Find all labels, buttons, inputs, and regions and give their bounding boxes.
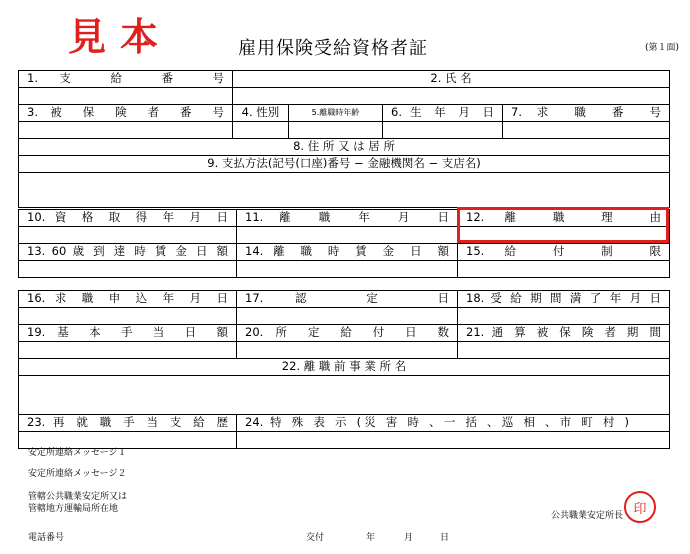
office-label-2: 管轄地方運輸局所在地 xyxy=(28,504,119,514)
value-insured-period xyxy=(458,342,670,359)
label-age-at-separation: 5.離職時年齢 xyxy=(289,105,383,122)
value-application-date xyxy=(19,308,237,325)
issued-label: 交付 xyxy=(306,533,325,543)
label-wage-at-60: 13. 60 歳 到 達 時 賃 金 日 額 xyxy=(19,244,237,261)
label-insured-period: 21. 通 算 被 保 険 者 期 間 xyxy=(458,325,670,342)
value-birth-date xyxy=(383,122,503,139)
value-basic-allowance xyxy=(19,342,237,359)
value-previous-employer xyxy=(19,376,670,415)
seal-icon: 印 xyxy=(624,491,656,523)
issued-year-label: 年 xyxy=(366,533,376,543)
label-name: 2. 氏 名 xyxy=(233,71,670,88)
value-benefit-days xyxy=(237,342,458,359)
issued-month-label: 月 xyxy=(404,533,414,543)
value-payment-number xyxy=(19,88,233,105)
phone-label: 電話番号 xyxy=(28,533,65,543)
label-benefit-days: 20. 所 定 給 付 日 数 xyxy=(237,325,458,342)
office-message-1: 安定所連絡メッセージ１ xyxy=(28,448,127,458)
separation-reason-highlight xyxy=(457,207,669,243)
label-job-seeker-number: 7. 求 職 番 号 xyxy=(503,105,670,122)
office-label-1: 管轄公共職業安定所又は xyxy=(28,492,128,502)
office-chief-label: 公共職業安定所長 xyxy=(551,511,624,521)
label-separation-reason: 12. 離 職 理 由 xyxy=(458,210,670,227)
label-separation-date: 11. 離 職 年 月 日 xyxy=(237,210,458,227)
value-wage-at-separation xyxy=(237,261,458,278)
label-application-date: 16. 求 職 申 込 年 月 日 xyxy=(19,291,237,308)
label-payment-method: 9. 支払方法(記号(口座)番号 − 金融機関名 − 支店名) xyxy=(19,156,670,173)
label-qualification-date: 10. 資 格 取 得 年 月 日 xyxy=(19,210,237,227)
sample-stamp: 見本 xyxy=(68,15,173,59)
label-address: 8. 住 所 又 は 居 所 xyxy=(19,139,670,156)
value-wage-at-60 xyxy=(19,261,237,278)
value-age-at-separation xyxy=(289,122,383,139)
label-insured-number: 3. 被 保 険 者 番 号 xyxy=(19,105,233,122)
label-previous-employer: 22. 離 職 前 事 業 所 名 xyxy=(19,359,670,376)
label-reemployment-history: 23. 再 就 職 手 当 支 給 歴 xyxy=(19,415,237,432)
label-payment-number: 1. 支 給 番 号 xyxy=(19,71,233,88)
page-number: (第１面) xyxy=(645,43,680,53)
value-job-seeker-number xyxy=(503,122,670,139)
value-qualification-date xyxy=(19,227,237,244)
label-period-expiry: 18. 受 給 期 間 満 了 年 月 日 xyxy=(458,291,670,308)
label-gender: 4. 性別 xyxy=(233,105,289,122)
label-birth-date: 6. 生 年 月 日 xyxy=(383,105,503,122)
label-basic-allowance: 19. 基 本 手 当 日 額 xyxy=(19,325,237,342)
value-payment-method xyxy=(19,173,670,208)
value-name xyxy=(233,88,670,105)
value-special-display xyxy=(237,432,670,449)
personal-info-table xyxy=(18,70,670,208)
value-gender xyxy=(233,122,289,139)
document-title: 雇用保険受給資格者証 xyxy=(238,38,428,59)
value-benefit-restriction xyxy=(458,261,670,278)
label-special-display: 24. 特 殊 表 示 (災 害 時 、一 括 、巡 相 、市 町 村 ) xyxy=(237,415,670,432)
office-message-2: 安定所連絡メッセージ２ xyxy=(28,469,127,479)
label-benefit-restriction: 15. 給 付 制 限 xyxy=(458,244,670,261)
label-wage-at-separation: 14. 離 職 時 賃 金 日 額 xyxy=(237,244,458,261)
value-certification-day xyxy=(237,308,458,325)
benefit-info-table xyxy=(18,290,670,449)
value-period-expiry xyxy=(458,308,670,325)
value-insured-number xyxy=(19,122,233,139)
value-separation-date xyxy=(237,227,458,244)
label-certification-day: 17. 認 定 日 xyxy=(237,291,458,308)
issued-day-label: 日 xyxy=(440,533,450,543)
